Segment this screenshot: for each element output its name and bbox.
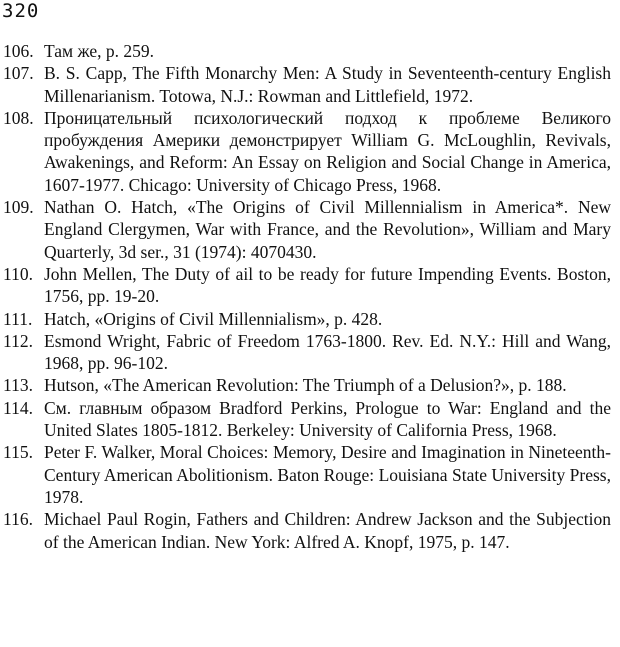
endnote-number: 111. [3,308,33,329]
endnote-113 [3,374,611,396]
endnote-106 [3,40,611,62]
endnote-107 [3,62,611,107]
endnote-109 [3,196,611,263]
endnote-text: См. главным образом Bradford Perkins, Prologue to War: England and the United Slates 1805-1812. Berkeley: University of California Press, 1968. [44,397,611,441]
endnote-115 [3,441,611,508]
endnote-number: 112. [3,330,33,351]
endnote-text: Проницательный психологический подход к проблеме Великого пробуждения Америки демонстрирует William G. McLoughlin, Revivals, Awakenings, and Reform: An Essay on Religion and Social Change in America, 1607-1977. Chicago: University of Chicago Press, 1968. [44,107,611,195]
endnote-number: 115. [3,442,33,463]
endnote-112 [3,330,611,375]
endnote-number: 113. [3,375,33,396]
endnote-text: Esmond Wright, Fabric of Freedom 1763-1800. Rev. Ed. N.Y.: Hill and Wang, 1968, pp. 96-102. [44,330,611,374]
endnote-text: Peter F. Walker, Moral Choices: Memory, Desire and Imagination in Nineteenth-Century American Abolitionism. Baton Rouge: Louisiana State University Press, 1978. [44,442,611,507]
endnote-number: 110. [3,263,33,284]
endnote-text: Там же, р. 259. [44,41,154,61]
endnote-116 [3,508,611,553]
endnote-number: 107. [3,63,34,84]
page-number: 320 [2,0,40,22]
endnote-text: Hatch, «Origins of Civil Millennialism», p. 428. [44,308,383,329]
endnote-number: 106. [3,41,34,61]
endnote-114 [3,397,611,442]
endnote-108 [3,107,611,196]
endnote-text: John Mellen, The Duty of ail to be ready for future Impending Events. Boston, 1756, pp. 19-20. [44,263,611,307]
endnote-number: 108. [3,107,34,128]
endnotes-list [3,40,611,553]
endnote-text: Hutson, «The American Revolution: The Triumph of a Delusion?», p. 188. [44,375,567,396]
endnote-number: 114. [3,397,33,418]
endnote-text: Michael Paul Rogin, Fathers and Children: Andrew Jackson and the Subjection of the American Indian. New York: Alfred A. Knopf, 1975, р. 147. [44,509,611,552]
endnote-number: 109. [3,197,34,218]
endnote-text: Nathan O. Hatch, «The Origins of Civil Millennialism in America*. New England Clergymen, War with France, and the Revolution», William and Mary Quarterly, 3d ser., 31 (1974): 4070430. [44,197,611,262]
endnote-text: B. S. Capp, The Fifth Monarchy Men: A Study in Seventeenth-century English Millenarianism. Totowa, N.J.: Rowman and Littlefield, 1972. [44,63,611,106]
endnote-111 [3,308,611,330]
endnote-110 [3,263,611,308]
endnote-number: 116. [3,509,33,530]
